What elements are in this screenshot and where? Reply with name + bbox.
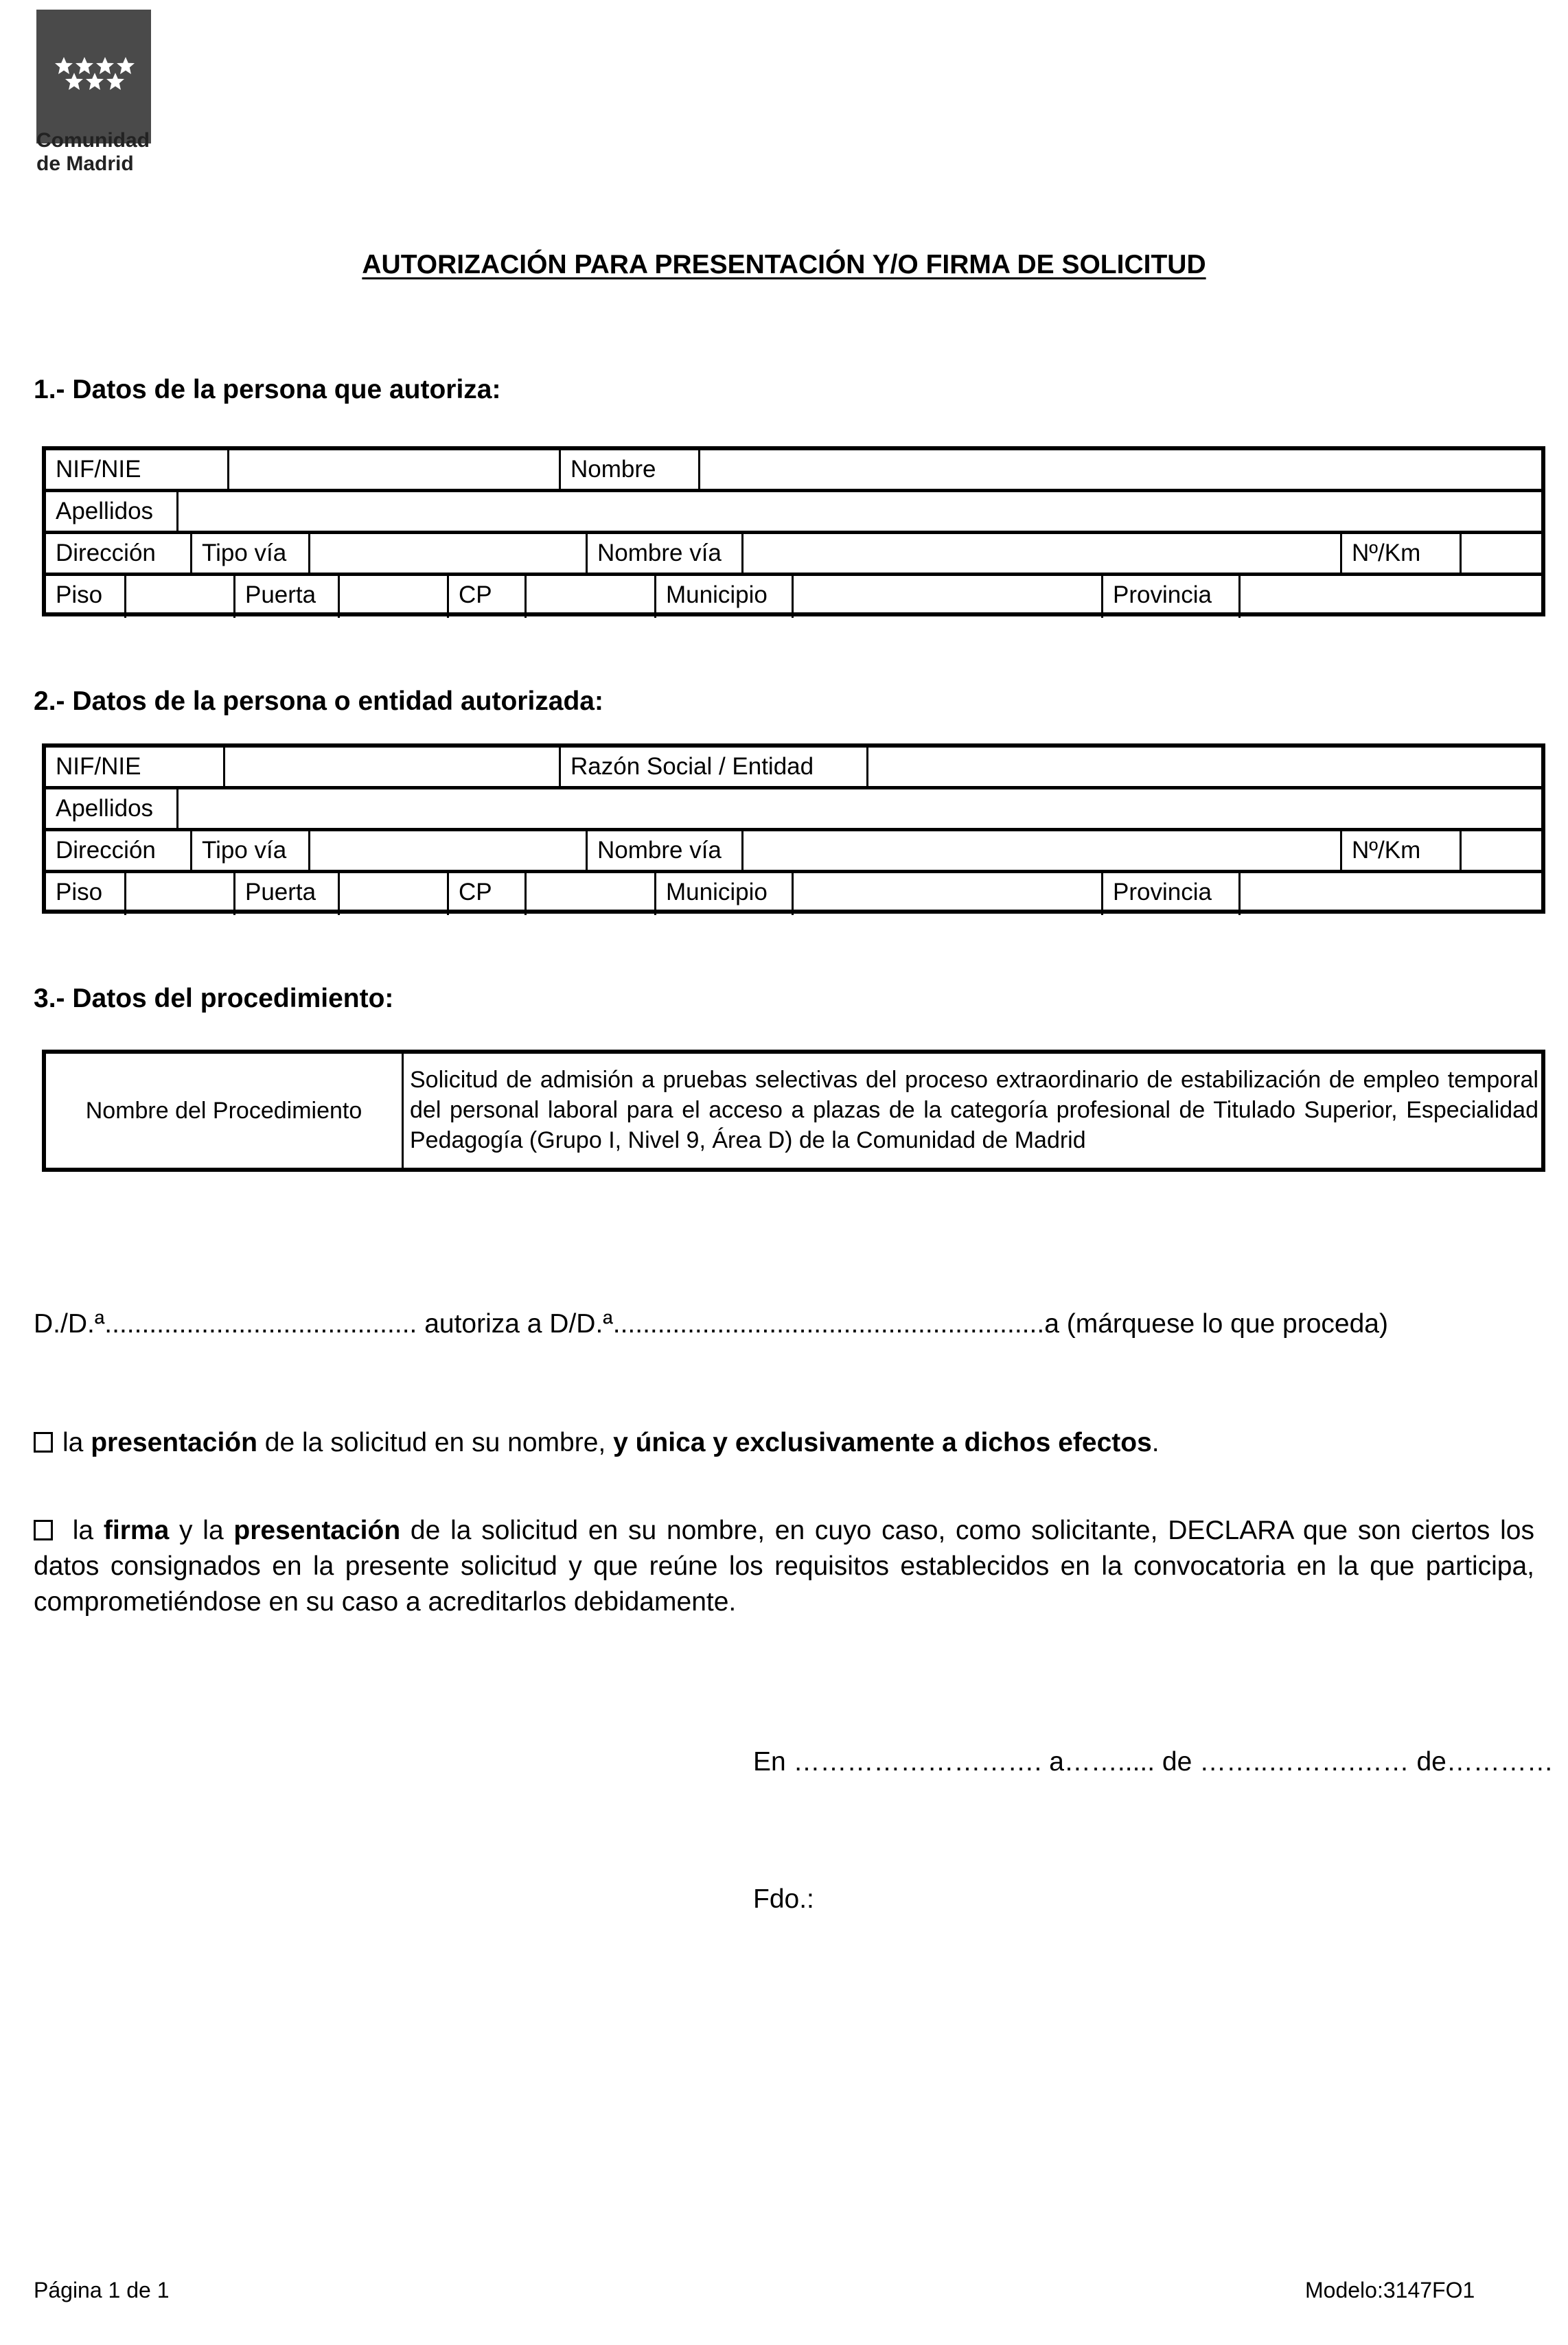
- apellidos-field[interactable]: [178, 492, 1541, 531]
- razon-social-field[interactable]: [868, 748, 1541, 786]
- model-code: Modelo:3147FO1: [1305, 2278, 1475, 2302]
- page-number: Página 1 de 1: [34, 2278, 170, 2302]
- option-bold-text: y única y exclusivamente a dichos efectos: [613, 1428, 1152, 1457]
- logo-line-2: de Madrid: [36, 152, 134, 175]
- presentation-checkbox[interactable]: [34, 1432, 53, 1453]
- apellidos-label: Apellidos: [46, 492, 178, 531]
- provincia-label: Provincia: [1103, 576, 1241, 618]
- num-km-label: Nº/Km: [1342, 831, 1462, 870]
- table-row: [46, 789, 1541, 831]
- nombre-via-label: Nombre vía: [588, 534, 743, 573]
- procedure-table: [42, 1050, 1545, 1172]
- nombre-label: Nombre: [561, 450, 700, 489]
- option-signature-presentation: [34, 1513, 1534, 1620]
- tipo-via-field[interactable]: [310, 534, 588, 573]
- num-km-field[interactable]: [1462, 831, 1541, 870]
- nif-label: NIF/NIE: [46, 450, 229, 489]
- cp-field[interactable]: [527, 576, 656, 618]
- municipio-label: Municipio: [656, 576, 794, 618]
- section-2-heading: 2.- Datos de la persona o entidad autorizada:: [34, 686, 603, 716]
- piso-label: Piso: [46, 576, 126, 618]
- piso-field[interactable]: [126, 576, 235, 618]
- apellidos-field[interactable]: [178, 789, 1541, 828]
- option-presentation: [34, 1425, 1534, 1461]
- razon-social-label: Razón Social / Entidad: [561, 748, 868, 786]
- municipio-field[interactable]: [794, 576, 1103, 618]
- num-km-field[interactable]: [1462, 534, 1541, 573]
- nif-label: NIF/NIE: [46, 748, 225, 786]
- tipo-via-field[interactable]: [310, 831, 588, 870]
- option-text: la: [62, 1428, 91, 1457]
- puerta-label: Puerta: [235, 873, 340, 915]
- logo-text: [36, 129, 150, 176]
- option-text: .: [1151, 1428, 1160, 1457]
- table-row: [46, 534, 1541, 576]
- apellidos-label: Apellidos: [46, 789, 178, 828]
- option-bold-text: firma: [103, 1516, 170, 1545]
- nombre-via-field[interactable]: [743, 534, 1342, 573]
- procedure-name-label: Nombre del Procedimiento: [46, 1054, 404, 1168]
- cp-field[interactable]: [527, 873, 656, 915]
- table-row: [46, 873, 1541, 915]
- provincia-label: Provincia: [1103, 873, 1241, 915]
- option-bold-text: presentación: [91, 1428, 257, 1457]
- option-bold-text: presentación: [233, 1516, 401, 1545]
- tipo-via-label: Tipo vía: [192, 534, 310, 573]
- section-1-heading: 1.- Datos de la persona que autoriza:: [34, 375, 501, 404]
- direccion-label: Dirección: [46, 534, 192, 573]
- option-text: de la solicitud en su nombre, en cuyo caso, como solicitante, DECLARA que son ciertos los datos consignados en la presente solicitud y que reúne los requisitos establecidos en la convocatoria en la que participa, comprometiéndose en su caso a acreditarlos debidamente.: [34, 1516, 1535, 1617]
- cp-label: CP: [449, 873, 527, 915]
- section-3-heading: 3.- Datos del procedimiento:: [34, 984, 394, 1013]
- municipio-label: Municipio: [656, 873, 794, 915]
- nombre-field[interactable]: [700, 450, 1541, 489]
- piso-label: Piso: [46, 873, 126, 915]
- municipio-field[interactable]: [794, 873, 1103, 915]
- table-row: [46, 492, 1541, 534]
- option-text: y la: [169, 1516, 234, 1545]
- num-km-label: Nº/Km: [1342, 534, 1462, 573]
- authorization-line: D./D.ª.......................................... autoriza a D/D.ª..........................................................a (márquese lo que proceda): [34, 1309, 1388, 1339]
- table-row: [46, 748, 1541, 789]
- logo-box: [36, 10, 151, 143]
- authorizer-data-table: [42, 446, 1545, 616]
- cp-label: CP: [449, 576, 527, 618]
- page-title: AUTORIZACIÓN PARA PRESENTACIÓN Y/O FIRMA DE SOLICITUD: [362, 250, 1206, 279]
- seven-stars-icon: [36, 10, 151, 143]
- provincia-field[interactable]: [1241, 576, 1541, 618]
- procedure-name-value: Solicitud de admisión a pruebas selectivas del proceso extraordinario de estabilización de empleo temporal del personal laboral para el acceso a plazas de la categoría profesional de Titulado Superior, Especialidad Pedagogía (Grupo I, Nivel 9, Área D) de la Comunidad de Madrid: [410, 1067, 1538, 1153]
- nif-field[interactable]: [229, 450, 561, 489]
- option-text: la: [62, 1516, 104, 1545]
- direccion-label: Dirección: [46, 831, 192, 870]
- authorized-data-table: [42, 743, 1545, 914]
- logo-line-1: Comunidad: [36, 129, 150, 152]
- nombre-via-label: Nombre vía: [588, 831, 743, 870]
- signed-by-label: Fdo.:: [753, 1884, 814, 1914]
- nombre-via-field[interactable]: [743, 831, 1342, 870]
- date-place-line: En ………………………. a……..... de ……..……….…… de…………: [753, 1747, 1554, 1777]
- table-row: [46, 576, 1541, 618]
- signature-presentation-checkbox[interactable]: [34, 1520, 53, 1540]
- puerta-field[interactable]: [340, 576, 449, 618]
- provincia-field[interactable]: [1241, 873, 1541, 915]
- piso-field[interactable]: [126, 873, 235, 915]
- puerta-field[interactable]: [340, 873, 449, 915]
- option-text: de la solicitud en su nombre,: [257, 1428, 614, 1457]
- table-row: [46, 831, 1541, 873]
- tipo-via-label: Tipo vía: [192, 831, 310, 870]
- nif-field[interactable]: [225, 748, 561, 786]
- table-row: [46, 450, 1541, 492]
- puerta-label: Puerta: [235, 576, 340, 618]
